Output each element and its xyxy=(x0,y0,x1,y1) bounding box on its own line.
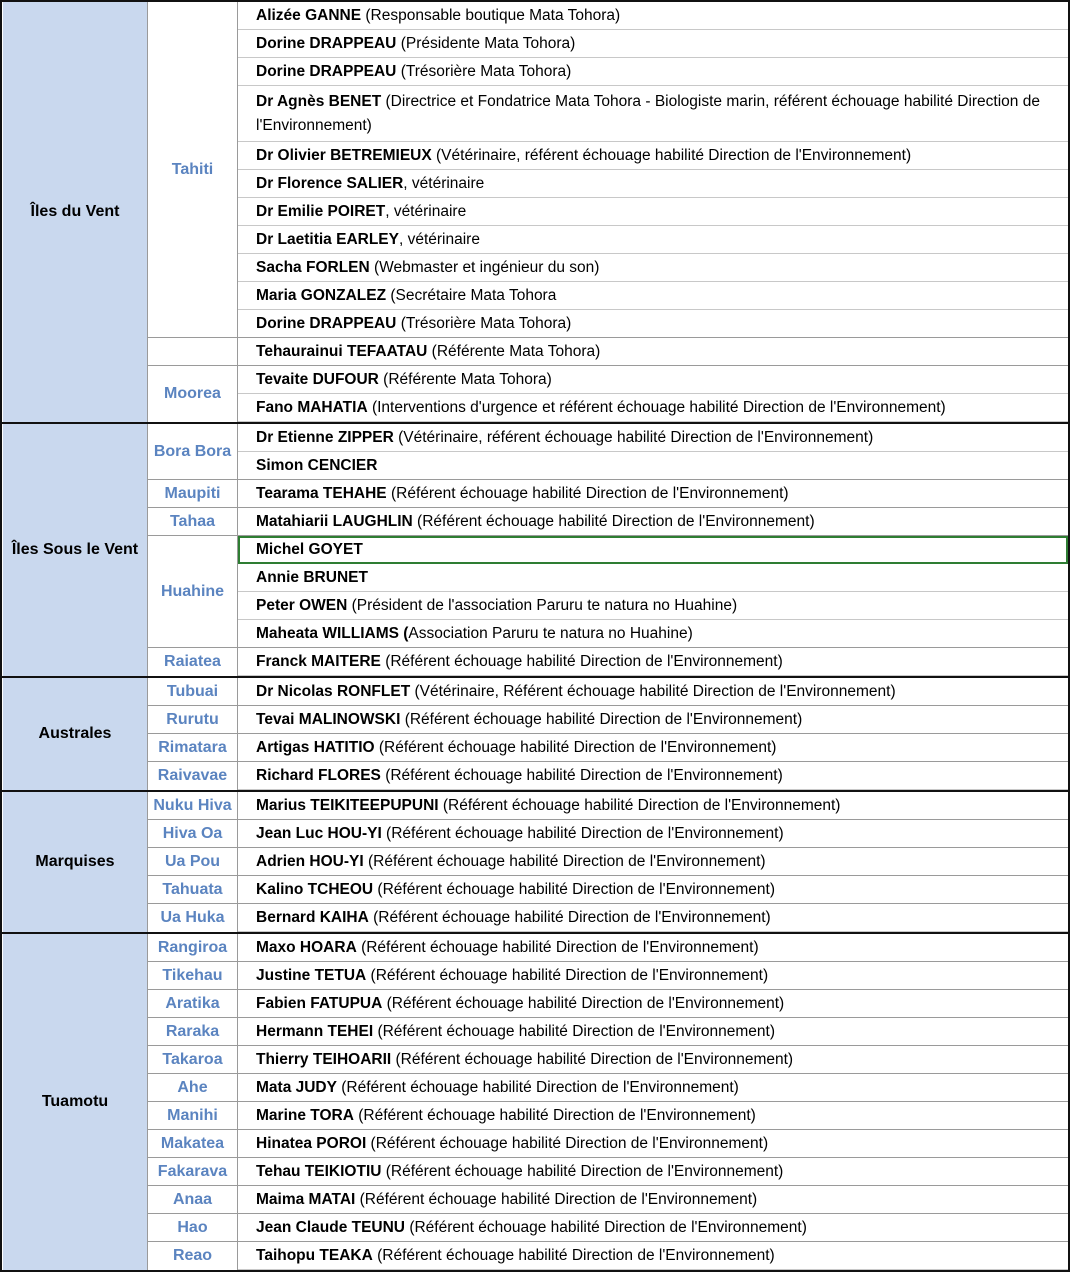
person-name: Dr Florence SALIER xyxy=(256,174,404,192)
person-row[interactable] xyxy=(238,1158,1068,1186)
person-name: Dr Emilie POIRET xyxy=(256,202,386,220)
person-text xyxy=(256,144,911,168)
person-text xyxy=(256,284,556,308)
person-role: (Président de l'association Paruru te natura no Huahine) xyxy=(347,596,738,614)
island-cell: Manihi xyxy=(148,1102,238,1130)
island-cell: Moorea xyxy=(148,366,238,422)
person-role: (Référent échouage habilité Direction de l'Environnement) xyxy=(336,1078,739,1096)
island-cell: Ua Huka xyxy=(148,904,238,932)
person-name: Tehau TEIKIOTIU xyxy=(256,1162,382,1180)
person-role: (Secrétaire Mata Tohora xyxy=(386,286,557,304)
person-role: (Référent échouage habilité Direction de l'Environnement) xyxy=(373,880,776,898)
person-row[interactable] xyxy=(238,620,1068,648)
person-text xyxy=(256,200,466,224)
person-row[interactable] xyxy=(238,536,1068,564)
person-row[interactable] xyxy=(238,1214,1068,1242)
person-role: (Référent échouage habilité Direction de l'Environnement) xyxy=(366,1134,769,1152)
person-role: (Référent échouage habilité Direction de l'Environnement) xyxy=(366,966,769,984)
person-text xyxy=(256,964,768,988)
person-name: Jean Luc HOU-YI xyxy=(256,824,382,842)
region-cell: Tuamotu xyxy=(3,934,148,1270)
person-row[interactable] xyxy=(238,2,1068,30)
person-name: Thierry TEIHOARII xyxy=(256,1050,392,1068)
person-name: Dr Agnès BENET xyxy=(256,92,382,110)
island-cell: Tahuata xyxy=(148,876,238,904)
person-name: Maheata WILLIAMS ( xyxy=(256,624,409,642)
person-row[interactable] xyxy=(238,30,1068,58)
person-row[interactable] xyxy=(238,282,1068,310)
person-row[interactable] xyxy=(238,990,1068,1018)
person-name: Dorine DRAPPEAU xyxy=(256,34,397,52)
person-row[interactable] xyxy=(238,1186,1068,1214)
person-name: Sacha FORLEN xyxy=(256,258,370,276)
person-role: (Référent échouage habilité Direction de l'Environnement) xyxy=(380,766,783,784)
person-text xyxy=(256,622,693,646)
person-role: (Vétérinaire, Référent échouage habilité Direction de l'Environnement) xyxy=(410,682,896,700)
person-row[interactable] xyxy=(238,734,1068,762)
person-row[interactable] xyxy=(238,934,1068,962)
person-row[interactable] xyxy=(238,58,1068,86)
person-text xyxy=(256,794,840,818)
person-row[interactable] xyxy=(238,480,1068,508)
person-row[interactable] xyxy=(238,310,1068,338)
person-role: (Référent échouage habilité Direction de l'Environnement) xyxy=(374,738,777,756)
person-role: (Référent échouage habilité Direction de l'Environnement) xyxy=(381,824,784,842)
person-row[interactable] xyxy=(238,876,1068,904)
region-cell: Îles du Vent xyxy=(3,2,148,422)
island-cell: Raiatea xyxy=(148,648,238,676)
person-name: Hermann TEHEI xyxy=(256,1022,374,1040)
person-name: Jean Claude TEUNU xyxy=(256,1218,406,1236)
person-role: , vétérinaire xyxy=(398,230,480,248)
person-text xyxy=(256,878,775,902)
person-row[interactable] xyxy=(238,170,1068,198)
person-row[interactable] xyxy=(238,142,1068,170)
person-name: Tehaurainui TEFAATAU xyxy=(256,342,428,360)
person-name: Bernard KAIHA xyxy=(256,908,369,926)
island-cell: Rurutu xyxy=(148,706,238,734)
outer-border xyxy=(0,0,2,1272)
person-name: Maria GONZALEZ xyxy=(256,286,387,304)
island-cell: Raraka xyxy=(148,1018,238,1046)
person-text xyxy=(256,510,815,534)
person-role: (Responsable boutique Mata Tohora) xyxy=(361,6,621,24)
person-row[interactable] xyxy=(238,424,1068,452)
person-name: Fabien FATUPUA xyxy=(256,994,383,1012)
person-name: Fano MAHATIA xyxy=(256,398,368,416)
person-role: (Trésorière Mata Tohora) xyxy=(396,62,572,80)
island-cell: Ahe xyxy=(148,1074,238,1102)
person-name: Michel GOYET xyxy=(256,540,363,558)
island-cell: Nuku Hiva xyxy=(148,792,238,820)
person-name: Marine TORA xyxy=(256,1106,354,1124)
person-text xyxy=(256,764,783,788)
person-text xyxy=(256,368,552,392)
person-role: (Présidente Mata Tohora) xyxy=(396,34,576,52)
person-row[interactable] xyxy=(238,820,1068,848)
person-row[interactable] xyxy=(238,1074,1068,1102)
person-row[interactable] xyxy=(238,1242,1068,1270)
island-cell: Bora Bora xyxy=(148,424,238,480)
person-row[interactable] xyxy=(238,592,1068,620)
person-row[interactable] xyxy=(238,198,1068,226)
person-name: Mata JUDY xyxy=(256,1078,337,1096)
person-text xyxy=(256,32,575,56)
person-text xyxy=(256,4,620,28)
person-row[interactable] xyxy=(238,1018,1068,1046)
island-cell: Rimatara xyxy=(148,734,238,762)
person-text xyxy=(256,822,784,846)
person-text xyxy=(256,340,600,364)
person-name: Dorine DRAPPEAU xyxy=(256,314,397,332)
person-role: (Référent échouage habilité Direction de l'Environnement) xyxy=(391,1050,794,1068)
region-cell: Marquises xyxy=(3,792,148,932)
person-role: (Référent échouage habilité Direction de l'Environnement) xyxy=(353,1106,756,1124)
person-row[interactable] xyxy=(238,564,1068,592)
person-role: (Référent échouage habilité Direction de l'Environnement) xyxy=(438,796,841,814)
person-text xyxy=(256,594,737,618)
person-role: (Référent échouage habilité Direction de l'Environnement) xyxy=(381,1162,784,1180)
person-row[interactable] xyxy=(238,508,1068,536)
person-name: Taihopu TEAKA xyxy=(256,1246,373,1264)
person-role: (Référent échouage habilité Direction de l'Environnement) xyxy=(380,652,783,670)
person-row[interactable] xyxy=(238,452,1068,480)
person-role: Association Paruru te natura no Huahine) xyxy=(408,624,693,642)
island-cell: Hiva Oa xyxy=(148,820,238,848)
group-border xyxy=(0,1270,1070,1272)
person-role: (Référent échouage habilité Direction de l'Environnement) xyxy=(382,994,785,1012)
person-row[interactable] xyxy=(238,648,1068,676)
person-text xyxy=(256,1160,783,1184)
person-name: Maxo HOARA xyxy=(256,938,357,956)
island-cell: Tikehau xyxy=(148,962,238,990)
person-role: , vétérinaire xyxy=(385,202,467,220)
island-cell: Huahine xyxy=(148,536,238,648)
person-role: (Référent échouage habilité Direction de l'Environnement) xyxy=(368,908,771,926)
person-name: Dorine DRAPPEAU xyxy=(256,62,397,80)
person-row[interactable] xyxy=(238,792,1068,820)
person-role: , vétérinaire xyxy=(403,174,485,192)
person-role: (Interventions d'urgence et référent échouage habilité Direction de l'Environnement) xyxy=(367,398,946,416)
person-text xyxy=(256,426,873,450)
person-name: Simon CENCIER xyxy=(256,456,378,474)
person-role: (Référent échouage habilité Direction de l'Environnement) xyxy=(412,512,815,530)
person-role: (Référent échouage habilité Direction de l'Environnement) xyxy=(400,710,803,728)
person-name: Matahiarii LAUGHLIN xyxy=(256,512,413,530)
person-text xyxy=(256,90,1060,138)
person-row[interactable] xyxy=(238,1102,1068,1130)
island-cell: Tubuai xyxy=(148,678,238,706)
person-name: Artigas HATITIO xyxy=(256,738,375,756)
person-text xyxy=(256,482,789,506)
person-role: (Vétérinaire, référent échouage habilité Direction de l'Environnement) xyxy=(431,146,912,164)
person-text xyxy=(256,736,776,760)
person-name: Justine TETUA xyxy=(256,966,367,984)
person-role: (Référente Mata Tohora) xyxy=(378,370,552,388)
person-role: (Référent échouage habilité Direction de l'Environnement) xyxy=(363,852,766,870)
island-cell: Hao xyxy=(148,1214,238,1242)
person-text xyxy=(256,396,946,420)
person-text xyxy=(256,708,802,732)
person-name: Tevai MALINOWSKI xyxy=(256,710,401,728)
island-cell: Anaa xyxy=(148,1186,238,1214)
person-text xyxy=(256,850,766,874)
person-row[interactable] xyxy=(238,706,1068,734)
person-row[interactable] xyxy=(238,1046,1068,1074)
person-row[interactable] xyxy=(238,254,1068,282)
island-cell: Rangiroa xyxy=(148,934,238,962)
person-name: Dr Olivier BETREMIEUX xyxy=(256,146,432,164)
island-cell: Fakarava xyxy=(148,1158,238,1186)
person-text xyxy=(256,1048,793,1072)
person-row[interactable] xyxy=(238,394,1068,422)
island-cell: Tahaa xyxy=(148,508,238,536)
person-role: (Référente Mata Tohora) xyxy=(427,342,601,360)
person-row[interactable] xyxy=(238,338,1068,366)
person-text xyxy=(256,1244,775,1268)
person-role: (Vétérinaire, référent échouage habilité Direction de l'Environnement) xyxy=(393,428,874,446)
island-cell: Takaroa xyxy=(148,1046,238,1074)
person-row[interactable] xyxy=(238,678,1068,706)
person-text xyxy=(256,1076,739,1100)
person-name: Annie BRUNET xyxy=(256,568,368,586)
person-text xyxy=(256,60,571,84)
person-text xyxy=(256,936,759,960)
person-text xyxy=(256,1188,757,1212)
person-text xyxy=(256,906,771,930)
person-name: Alizée GANNE xyxy=(256,6,362,24)
person-role: (Référent échouage habilité Direction de l'Environnement) xyxy=(386,484,789,502)
person-text xyxy=(256,1104,756,1128)
person-row[interactable] xyxy=(238,226,1068,254)
person-row[interactable] xyxy=(238,848,1068,876)
person-name: Hinatea POROI xyxy=(256,1134,367,1152)
person-row[interactable] xyxy=(238,1130,1068,1158)
person-text xyxy=(256,566,368,590)
person-text xyxy=(256,228,480,252)
person-role: (Référent échouage habilité Direction de l'Environnement) xyxy=(356,938,759,956)
island-cell: Raivavae xyxy=(148,762,238,790)
island-cell xyxy=(148,338,238,366)
island-cell: Ua Pou xyxy=(148,848,238,876)
person-name: Kalino TCHEOU xyxy=(256,880,374,898)
person-text xyxy=(256,1020,775,1044)
person-name: Marius TEIKITEEPUPUNI xyxy=(256,796,439,814)
person-text xyxy=(256,454,377,478)
person-name: Peter OWEN xyxy=(256,596,348,614)
person-role: (Référent échouage habilité Direction de l'Environnement) xyxy=(355,1190,758,1208)
person-role: (Trésorière Mata Tohora) xyxy=(396,314,572,332)
region-cell: Australes xyxy=(3,678,148,790)
person-text xyxy=(256,312,571,336)
person-name: Dr Nicolas RONFLET xyxy=(256,682,411,700)
person-text xyxy=(256,172,484,196)
person-text xyxy=(256,1216,807,1240)
person-name: Maima MATAI xyxy=(256,1190,356,1208)
person-role: (Référent échouage habilité Direction de l'Environnement) xyxy=(373,1022,776,1040)
person-name: Tearama TEHAHE xyxy=(256,484,387,502)
person-role: (Référent échouage habilité Direction de l'Environnement) xyxy=(405,1218,807,1236)
island-cell: Aratika xyxy=(148,990,238,1018)
person-name: Dr Laetitia EARLEY xyxy=(256,230,399,248)
person-row[interactable] xyxy=(238,366,1068,394)
person-row[interactable] xyxy=(238,904,1068,932)
person-name: Richard FLORES xyxy=(256,766,381,784)
island-cell: Tahiti xyxy=(148,2,238,338)
person-role: (Référent échouage habilité Direction de l'Environnement) xyxy=(372,1246,775,1264)
person-text xyxy=(256,256,599,280)
person-text xyxy=(256,680,896,704)
person-row[interactable] xyxy=(238,962,1068,990)
person-name: Franck MAITERE xyxy=(256,652,381,670)
person-text xyxy=(256,538,363,562)
island-cell: Reao xyxy=(148,1242,238,1270)
island-cell: Maupiti xyxy=(148,480,238,508)
person-text xyxy=(256,1132,768,1156)
person-row[interactable] xyxy=(238,762,1068,790)
person-role: (Directrice et Fondatrice Mata Tohora - Biologiste marin, référent échouage habilité Direction de l'Environnement) xyxy=(256,92,1040,134)
person-row[interactable] xyxy=(238,86,1068,142)
region-cell: Îles Sous le Vent xyxy=(3,424,148,676)
person-name: Adrien HOU-YI xyxy=(256,852,364,870)
island-cell: Makatea xyxy=(148,1130,238,1158)
person-name: Dr Etienne ZIPPER xyxy=(256,428,394,446)
person-text xyxy=(256,650,783,674)
person-name: Tevaite DUFOUR xyxy=(256,370,379,388)
person-role: (Webmaster et ingénieur du son) xyxy=(369,258,600,276)
person-text xyxy=(256,992,784,1016)
